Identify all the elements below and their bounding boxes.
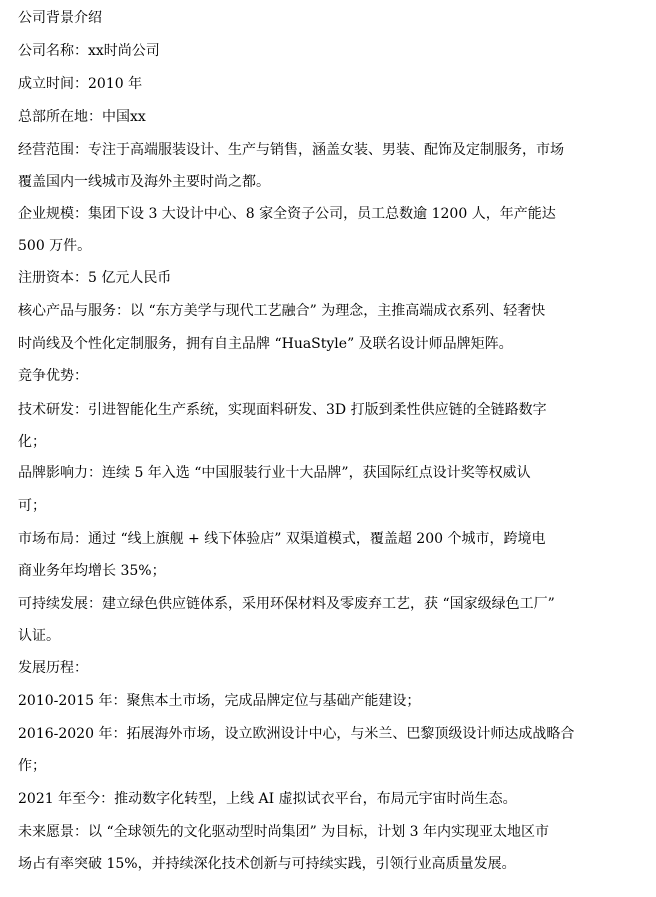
headquarters-line: 总部所在地：中国xx — [18, 109, 146, 125]
history-2016-2020-line-1: 2016-2020 年：拓展海外市场，设立欧洲设计中心，与米兰、巴黎顶级设计师达成战略合 — [18, 726, 575, 742]
history-2016-2020-line-2: 作； — [18, 758, 46, 774]
brand-influence-line-1: 品牌影响力：连续 5 年入选 “中国服装行业十大品牌”，获国际红点设计奖等权威认 — [18, 465, 531, 481]
registered-capital-line: 注册资本：5 亿元人民币 — [18, 270, 172, 286]
rnd-line-2: 化； — [18, 434, 46, 450]
business-scope-line-2: 覆盖国内一线城市及海外主要时尚之都。 — [18, 174, 270, 190]
document-title: 公司背景介绍 — [18, 10, 102, 26]
sustainability-line-1: 可持续发展：建立绿色供应链体系，采用环保材料及零废弃工艺，获 “国家级绿色工厂” — [18, 596, 555, 612]
brand-influence-line-2: 可； — [18, 498, 46, 514]
company-scale-line-2: 500 万件。 — [18, 238, 92, 254]
vision-line-1: 未来愿景：以 “全球领先的文化驱动型时尚集团” 为目标，计划 3 年内实现亚太地区市 — [18, 824, 550, 840]
company-scale-line-1: 企业规模：集团下设 3 大设计中心、8 家全资子公司，员工总数逾 1200 人，年产能达 — [18, 206, 556, 222]
market-layout-line-2: 商业务年均增长 35%； — [18, 563, 166, 579]
core-products-line-2: 时尚线及个性化定制服务，拥有自主品牌 “HuaStyle” 及联名设计师品牌矩阵。 — [18, 336, 513, 352]
company-name-line: 公司名称：xx时尚公司 — [18, 43, 160, 59]
core-products-line-1: 核心产品与服务：以 “东方美学与现代工艺融合” 为理念，主推高端成衣系列、轻奢快 — [18, 303, 546, 319]
business-scope-line-1: 经营范围：专注于高端服装设计、生产与销售，涵盖女装、男装、配饰及定制服务，市场 — [18, 142, 564, 158]
history-2010-2015: 2010-2015 年：聚焦本土市场，完成品牌定位与基础产能建设； — [18, 693, 421, 709]
history-2021-present: 2021 年至今：推动数字化转型，上线 AI 虚拟试衣平台，布局元宇宙时尚生态。 — [18, 791, 517, 807]
advantages-heading: 竞争优势： — [18, 368, 88, 384]
sustainability-line-2: 认证。 — [18, 628, 60, 644]
history-heading: 发展历程： — [18, 660, 88, 676]
rnd-line-1: 技术研发：引进智能化生产系统，实现面料研发、3D 打版到柔性供应链的全链路数字 — [18, 402, 547, 418]
vision-line-2: 场占有率突破 15%，并持续深化技术创新与可持续实践，引领行业高质量发展。 — [18, 856, 516, 872]
market-layout-line-1: 市场布局：通过 “线上旗舰 + 线下体验店” 双渠道模式，覆盖超 200 个城市，跨境电 — [18, 531, 546, 547]
founded-line: 成立时间：2010 年 — [18, 76, 143, 92]
